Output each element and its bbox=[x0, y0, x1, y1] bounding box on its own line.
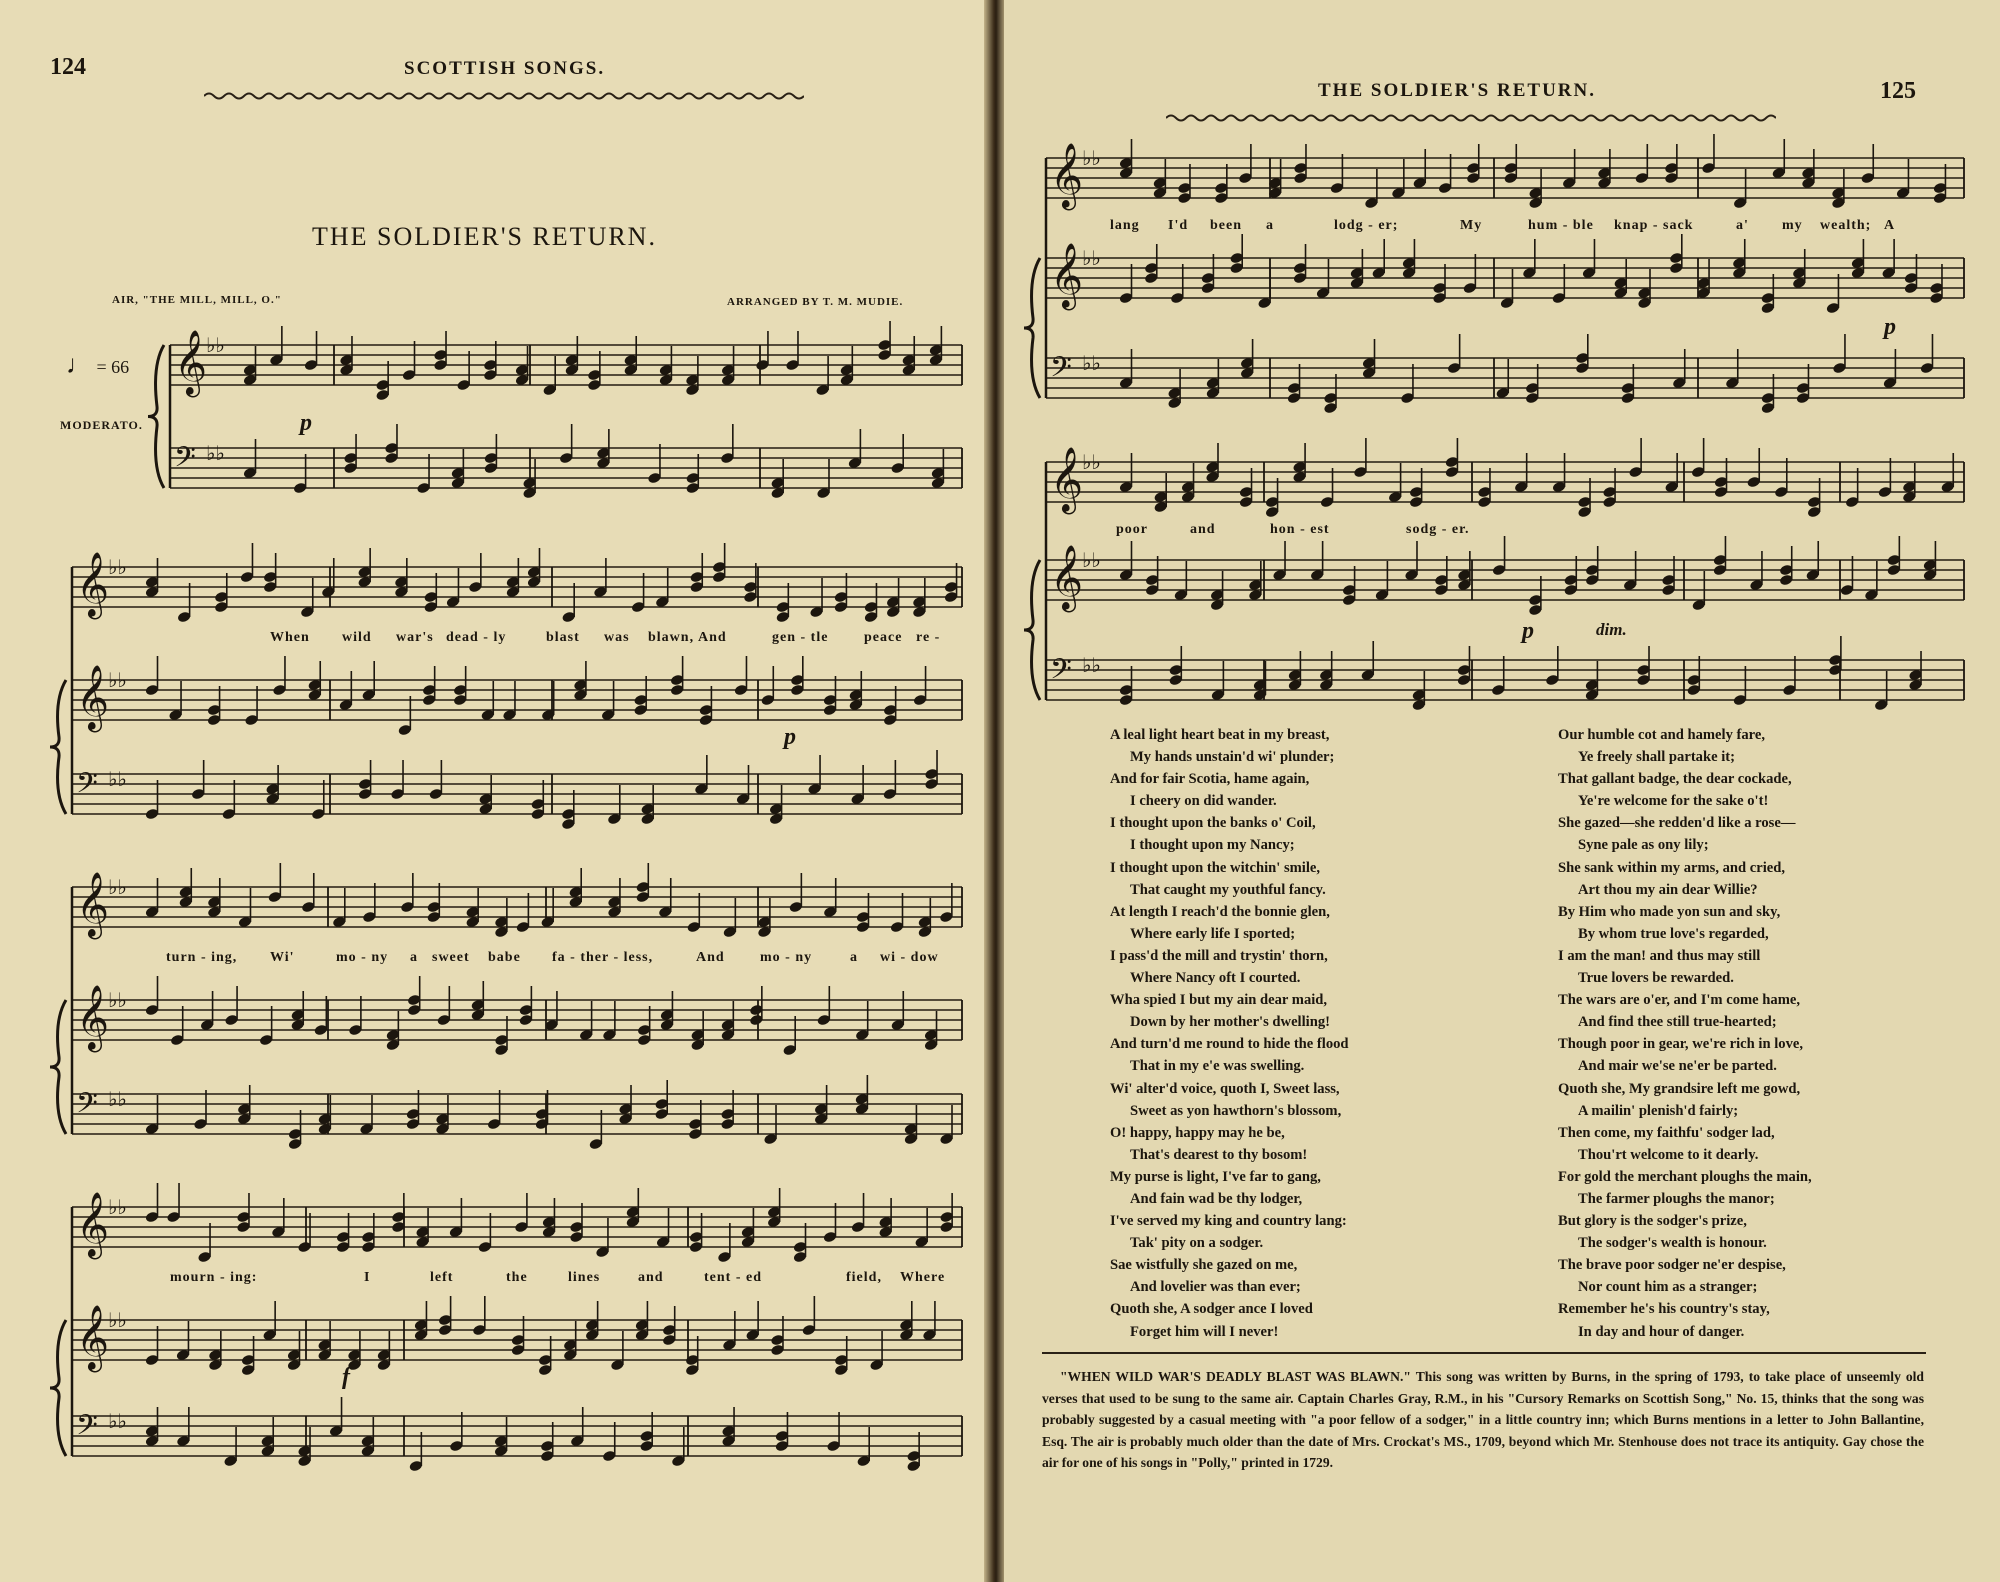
verse-line: Then come, my faithfu' sodger lad, bbox=[1558, 1124, 1775, 1141]
lyric-syllable: mo - ny bbox=[760, 950, 813, 965]
lyric-syllable: the bbox=[506, 1270, 528, 1285]
dynamic-mark: f bbox=[342, 1364, 350, 1390]
verse-line: Where Nancy oft I courted. bbox=[1130, 970, 1301, 987]
dynamic-mark: p bbox=[300, 410, 312, 436]
verse-line: By Him who made yon sun and sky, bbox=[1558, 903, 1781, 920]
lyric-syllable: peace bbox=[864, 630, 903, 645]
verse-line: I am the man! and thus may still bbox=[1558, 947, 1761, 964]
air-credit: AIR, "THE MILL, MILL, O." bbox=[112, 294, 282, 306]
verse-line: The sodger's wealth is honour. bbox=[1578, 1235, 1767, 1252]
verse-line: Quoth she, A sodger ance I loved bbox=[1110, 1301, 1313, 1318]
lyric-syllable: And bbox=[696, 950, 725, 965]
footnote-text: "WHEN WILD WAR'S DEADLY BLAST WAS BLAWN." This song was written by Burns, in the spring of 1793, to take place of unseemly old verses that used to be sung to the same air. Captain Charles Gray, R.M., in his "Cursory Remarks on Scottish Song," No. 15, thinks that the song was probably suggested by a casual meeting with "a poor fellow of a sodger," in a little country inn; which Burns mentions in a letter to John Ballantine, Esq. The air is probably much older than the date of Mrs. Crockat's MS., 1709, beyond which Mr. Stenhouse does not trace its antiquity. Gay chose the air for one of his songs in "Polly," printed in 1729. bbox=[1042, 1369, 1924, 1470]
music-notation-right bbox=[1004, 0, 2000, 760]
treble-clef-icon: 𝄞 bbox=[1050, 447, 1084, 512]
bass-clef-icon: 𝄢 bbox=[76, 1087, 98, 1127]
treble-clef-icon: 𝄞 bbox=[174, 330, 208, 395]
footnote-rule bbox=[1042, 1352, 1926, 1354]
verse-line: And turn'd me round to hide the flood bbox=[1110, 1036, 1349, 1053]
left-page bbox=[0, 0, 990, 1582]
treble-clef-icon: 𝄞 bbox=[1050, 243, 1084, 308]
verse-line: Though poor in gear, we're rich in love, bbox=[1558, 1036, 1804, 1053]
running-head-right: THE SOLDIER'S RETURN. bbox=[1318, 80, 1596, 101]
treble-clef-icon: 𝄞 bbox=[1050, 143, 1084, 208]
verse-line: I cheery on did wander. bbox=[1130, 793, 1277, 810]
lyric-syllable: gen - tle bbox=[772, 630, 829, 645]
lyric-syllable: mo - ny bbox=[336, 950, 389, 965]
lyric-syllable: dead - ly bbox=[446, 630, 507, 645]
lyric-syllable: wi - dow bbox=[880, 950, 939, 965]
lyric-syllable: a' bbox=[1736, 218, 1749, 233]
key-signature-icon: ♭♭ bbox=[108, 1087, 127, 1111]
song-title: THE SOLDIER'S RETURN. bbox=[312, 222, 657, 251]
bass-clef-icon: 𝄢 bbox=[174, 441, 196, 481]
lyric-syllable: and bbox=[1190, 522, 1216, 537]
tempo-marking: ♩ = 66 bbox=[66, 350, 130, 379]
verse-line: She gazed—she redden'd like a rose— bbox=[1558, 815, 1796, 832]
lyric-syllable: wealth; bbox=[1820, 218, 1872, 233]
key-signature-icon: ♭♭ bbox=[108, 555, 127, 579]
brace-icon bbox=[50, 1320, 66, 1456]
running-head-left: SCOTTISH SONGS. bbox=[404, 58, 606, 79]
verse-line: By whom true love's regarded, bbox=[1578, 925, 1769, 942]
verse-line: My purse is light, I've far to gang, bbox=[1110, 1168, 1321, 1185]
key-signature-icon: ♭♭ bbox=[1082, 653, 1101, 677]
verse-line: That gallant badge, the dear cockade, bbox=[1558, 771, 1792, 788]
verse-line: The brave poor sodger ne'er despise, bbox=[1558, 1257, 1786, 1274]
dynamic-mark: dim. bbox=[1596, 620, 1627, 639]
lyric-syllable: lang bbox=[1110, 218, 1140, 233]
lyric-syllable: a bbox=[850, 950, 858, 965]
key-signature-icon: ♭♭ bbox=[1082, 246, 1101, 270]
book-gutter bbox=[984, 0, 1006, 1582]
lyric-syllable: blawn, bbox=[648, 630, 695, 645]
key-signature-icon: ♭♭ bbox=[108, 1409, 127, 1433]
lyric-syllable: and bbox=[638, 1270, 664, 1285]
page-number-left: 124 bbox=[50, 54, 86, 80]
brace-icon bbox=[50, 680, 66, 814]
verse-line: I thought upon the banks o' Coil, bbox=[1110, 815, 1316, 832]
tempo-word: MODERATO. bbox=[60, 418, 143, 432]
verse-line: For gold the merchant ploughs the main, bbox=[1558, 1168, 1812, 1185]
page-number-right: 125 bbox=[1880, 78, 1916, 104]
key-signature-icon: ♭♭ bbox=[108, 988, 127, 1012]
key-signature-icon: ♭♭ bbox=[108, 875, 127, 899]
verse-line: And fain wad be thy lodger, bbox=[1130, 1190, 1303, 1207]
arranger-credit: ARRANGED BY T. M. MUDIE. bbox=[727, 296, 904, 308]
treble-clef-icon: 𝄞 bbox=[76, 665, 110, 730]
treble-clef-icon: 𝄞 bbox=[1050, 545, 1084, 610]
verse-line: O! happy, happy may he be, bbox=[1110, 1124, 1285, 1141]
lyric-syllable: babe bbox=[488, 950, 521, 965]
bass-clef-icon: 𝄢 bbox=[76, 767, 98, 807]
lyric-syllable: a bbox=[410, 950, 418, 965]
lyric-syllable: sweet bbox=[432, 950, 470, 965]
lyric-syllable: Where bbox=[900, 1270, 946, 1285]
lyric-syllable: turn - ing, bbox=[166, 950, 238, 965]
lyric-syllable: was bbox=[604, 630, 630, 645]
verse-line: Where early life I sported; bbox=[1130, 925, 1296, 942]
dynamic-mark: p bbox=[784, 724, 796, 750]
verse-line: A leal light heart beat in my breast, bbox=[1110, 727, 1330, 743]
verse-line: And for fair Scotia, hame again, bbox=[1110, 771, 1310, 788]
key-signature-icon: ♭♭ bbox=[1082, 146, 1101, 170]
key-signature-icon: ♭♭ bbox=[108, 1308, 127, 1332]
verse-line: A mailin' plenish'd fairly; bbox=[1578, 1102, 1739, 1119]
treble-clef-icon: 𝄞 bbox=[76, 1192, 110, 1257]
lyric-syllable: my bbox=[1782, 218, 1803, 233]
verse-line: Forget him will I never! bbox=[1130, 1323, 1279, 1340]
lyric-syllable: I'd bbox=[1168, 218, 1189, 233]
verse-line: Wha spied I but my ain dear maid, bbox=[1110, 992, 1328, 1009]
verse-line: Ye freely shall partake it; bbox=[1578, 749, 1735, 766]
key-signature-icon: ♭♭ bbox=[206, 333, 225, 357]
bass-clef-icon: 𝄢 bbox=[1050, 351, 1072, 391]
verse-line: The wars are o'er, and I'm come hame, bbox=[1558, 992, 1800, 1009]
lyric-syllable: tent - ed bbox=[704, 1270, 762, 1285]
lyric-syllable: a bbox=[1266, 218, 1274, 233]
verse-line: At length I reach'd the bonnie glen, bbox=[1110, 903, 1330, 920]
verse-line: And mair we'se ne'er be parted. bbox=[1578, 1058, 1777, 1075]
lyric-syllable: My bbox=[1460, 218, 1483, 233]
verse-line: My hands unstain'd wi' plunder; bbox=[1130, 749, 1335, 766]
verse-line: But glory is the sodger's prize, bbox=[1558, 1213, 1747, 1230]
lyric-syllable: I bbox=[364, 1270, 371, 1285]
lyric-syllable: re - bbox=[916, 630, 941, 645]
lyric-syllable: knap - sack bbox=[1614, 218, 1694, 233]
lyric-syllable: And bbox=[698, 630, 727, 645]
brace-icon bbox=[148, 345, 164, 488]
footnote bbox=[1042, 1366, 1924, 1474]
lyric-syllable: hum - ble bbox=[1528, 218, 1594, 233]
verse-line: That's dearest to thy bosom! bbox=[1130, 1146, 1308, 1163]
verses-column-right bbox=[1558, 724, 1812, 1343]
verse-line: Our humble cot and hamely fare, bbox=[1558, 727, 1766, 743]
brace-icon bbox=[1024, 560, 1040, 700]
verse-line: Thou'rt welcome to it dearly. bbox=[1578, 1146, 1759, 1163]
lyric-syllable: been bbox=[1210, 218, 1242, 233]
verse-line: The farmer ploughs the manor; bbox=[1578, 1190, 1775, 1207]
verse-line: True lovers be rewarded. bbox=[1578, 970, 1734, 987]
verse-line: Sae wistfully she gazed on me, bbox=[1110, 1257, 1298, 1274]
verse-line: And lovelier was than ever; bbox=[1130, 1279, 1301, 1296]
treble-clef-icon: 𝄞 bbox=[76, 552, 110, 617]
verse-line: She sank within my arms, and cried, bbox=[1558, 859, 1786, 876]
verse-line: Ye're welcome for the sake o't! bbox=[1578, 793, 1769, 810]
lyric-syllable: Wi' bbox=[270, 950, 295, 965]
verse-line: And find thee still true-hearted; bbox=[1578, 1014, 1777, 1031]
music-notation-left bbox=[0, 0, 990, 1582]
lyric-syllable: left bbox=[430, 1270, 454, 1285]
lyric-syllable: hon - est bbox=[1270, 522, 1330, 537]
verse-line: I've served my king and country lang: bbox=[1110, 1213, 1347, 1230]
lyric-syllable: war's bbox=[396, 630, 434, 645]
bass-clef-icon: 𝄢 bbox=[1050, 653, 1072, 693]
key-signature-icon: ♭♭ bbox=[108, 1195, 127, 1219]
lyric-syllable: sodg - er. bbox=[1406, 522, 1470, 537]
key-signature-icon: ♭♭ bbox=[108, 668, 127, 692]
lyric-syllable: A bbox=[1884, 218, 1896, 233]
key-signature-icon: ♭♭ bbox=[1082, 548, 1101, 572]
verse-line: Down by her mother's dwelling! bbox=[1130, 1014, 1330, 1031]
verses-column-left bbox=[1110, 724, 1349, 1343]
brace-icon bbox=[50, 1000, 66, 1134]
dynamic-mark: p bbox=[1522, 618, 1534, 644]
verse-line: Quoth she, My grandsire left me gowd, bbox=[1558, 1080, 1801, 1097]
verse-line: That caught my youthful fancy. bbox=[1130, 881, 1326, 898]
verse-line: Wi' alter'd voice, quoth I, Sweet lass, bbox=[1110, 1080, 1340, 1097]
lyric-syllable: lines bbox=[568, 1270, 601, 1285]
verse-line: Tak' pity on a sodger. bbox=[1130, 1235, 1264, 1252]
right-page bbox=[1004, 0, 2000, 1582]
verse-line: Art thou my ain dear Willie? bbox=[1578, 881, 1758, 898]
verse-line: Nor count him as a stranger; bbox=[1578, 1279, 1758, 1296]
lyric-syllable: lodg - er; bbox=[1334, 218, 1399, 233]
verse-line: I thought upon the witchin' smile, bbox=[1110, 859, 1321, 876]
crotchet-icon: ♩ bbox=[66, 350, 92, 379]
verse-line: I pass'd the mill and trystin' thorn, bbox=[1110, 947, 1328, 964]
verse-line: That in my e'e was swelling. bbox=[1130, 1058, 1305, 1075]
verse-line: I thought upon my Nancy; bbox=[1130, 837, 1295, 854]
brace-icon bbox=[1024, 258, 1040, 398]
lyric-syllable: mourn - ing: bbox=[170, 1270, 258, 1285]
treble-clef-icon: 𝄞 bbox=[76, 985, 110, 1050]
key-signature-icon: ♭♭ bbox=[1082, 450, 1101, 474]
verse-line: In day and hour of danger. bbox=[1578, 1323, 1745, 1340]
key-signature-icon: ♭♭ bbox=[206, 441, 225, 465]
key-signature-icon: ♭♭ bbox=[108, 767, 127, 791]
lyric-syllable: field, bbox=[846, 1270, 882, 1285]
lyric-syllable: When bbox=[270, 630, 310, 645]
lyric-syllable: fa - ther - less, bbox=[552, 950, 654, 965]
lyric-syllable: wild bbox=[342, 630, 372, 645]
treble-clef-icon: 𝄞 bbox=[76, 872, 110, 937]
treble-clef-icon: 𝄞 bbox=[76, 1305, 110, 1370]
verse-line: Syne pale as ony lily; bbox=[1578, 837, 1709, 854]
verse-line: Sweet as yon hawthorn's blossom, bbox=[1130, 1102, 1342, 1119]
dynamic-mark: p bbox=[1884, 314, 1896, 340]
lyric-syllable: blast bbox=[546, 630, 580, 645]
lyric-syllable: poor bbox=[1116, 522, 1148, 537]
key-signature-icon: ♭♭ bbox=[1082, 351, 1101, 375]
verse-line: Remember he's his country's stay, bbox=[1558, 1301, 1770, 1318]
bass-clef-icon: 𝄢 bbox=[76, 1409, 98, 1449]
